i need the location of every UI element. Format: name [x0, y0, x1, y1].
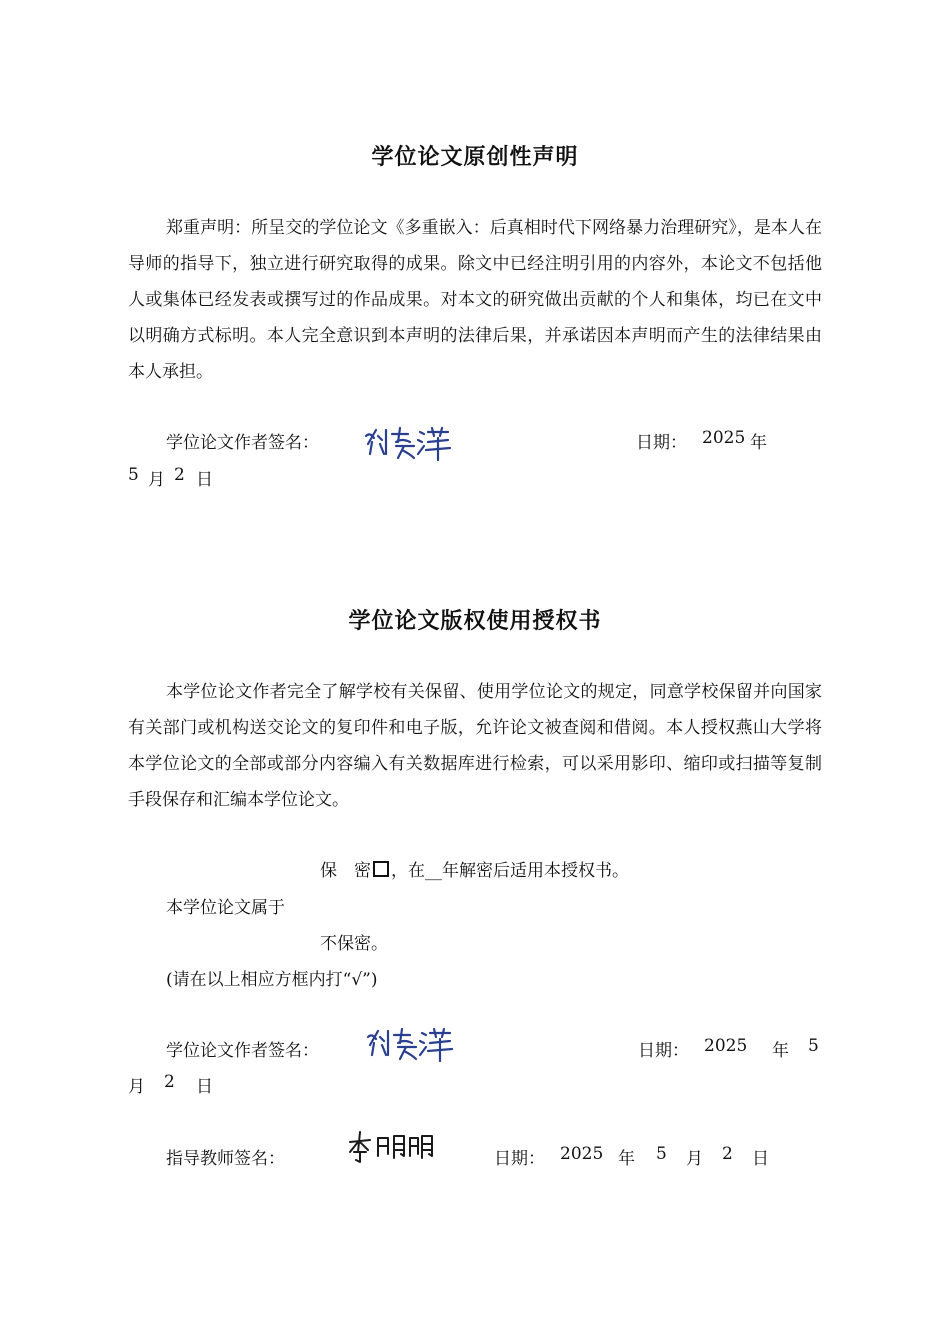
author-signature-image: [362, 424, 454, 462]
authorization-date-month: 5: [808, 1036, 819, 1056]
authorization-date-day: 2: [164, 1072, 175, 1092]
declaration-title: 学位论文原创性声明: [371, 145, 579, 170]
declaration-date-label: 日期：: [636, 433, 687, 453]
declaration-month-char: 月: [148, 470, 165, 490]
authorization-month-char: 月: [128, 1077, 145, 1097]
authorization-year-char: 年: [772, 1041, 789, 1061]
confidential-checkbox[interactable]: [373, 861, 389, 877]
confidential-option: [320, 856, 629, 881]
authorization-day-char: 日: [196, 1077, 213, 1097]
declaration-body: 郑重声明：所呈交的学位论文《多重嵌入：后真相时代下网络暴力治理研究》，是本人在导师的指导下，独立进行研究取得的成果。除文中已经注明引用的内容外，本论文不包括他人或集体已经发表或撰写过的作品成果。对本文的研究做出贡献的个人和集体，均已在文中以明确方式标明。本人完全意识到本声明的法律后果，并承诺因本声明而产生的法律结果由本人承担。: [128, 218, 822, 382]
declaration-signature-label: 学位论文作者签名：: [166, 433, 319, 453]
advisor-date-month: 5: [656, 1144, 667, 1164]
authorization-signature-label: 学位论文作者签名：: [166, 1041, 319, 1061]
belongs-label: 本学位论文属于: [166, 898, 285, 918]
advisor-day-char: 日: [752, 1149, 769, 1169]
checkbox-instruction: (请在以上相应方框内打“√”): [166, 970, 378, 990]
confidential-suffix: ，在__年解密后适用本授权书。: [391, 861, 629, 881]
advisor-date-label: 日期：: [494, 1149, 545, 1169]
declaration-date-day: 2: [174, 465, 185, 485]
authorization-date-year: 2025: [704, 1036, 748, 1056]
advisor-date-day: 2: [722, 1144, 733, 1164]
advisor-signature-image: [346, 1130, 438, 1164]
advisor-signature-label: 指导教师签名：: [166, 1149, 285, 1169]
declaration-date-month: 5: [128, 465, 139, 485]
not-confidential-option: 不保密。: [320, 934, 388, 954]
author-signature-image-2: [364, 1024, 456, 1064]
authorization-body: 本学位论文作者完全了解学校有关保留、使用学位论文的规定，同意学校保留并向国家有关部门或机构送交论文的复印件和电子版，允许论文被查阅和借阅。本人授权燕山大学将本学位论文的全部或部分内容编入有关数据库进行检索，可以采用影印、缩印或扫描等复制手段保存和汇编本学位论文。: [128, 682, 822, 810]
advisor-date-year: 2025: [560, 1144, 604, 1164]
advisor-month-char: 月: [686, 1149, 703, 1169]
authorization-date-label: 日期：: [638, 1041, 689, 1061]
declaration-year-char: 年: [750, 433, 767, 453]
declaration-date-year: 2025: [702, 428, 746, 448]
confidential-prefix: 保 密: [320, 861, 371, 881]
authorization-title: 学位论文版权使用授权书: [348, 609, 602, 634]
advisor-year-char: 年: [618, 1149, 635, 1169]
declaration-day-char: 日: [196, 470, 213, 490]
